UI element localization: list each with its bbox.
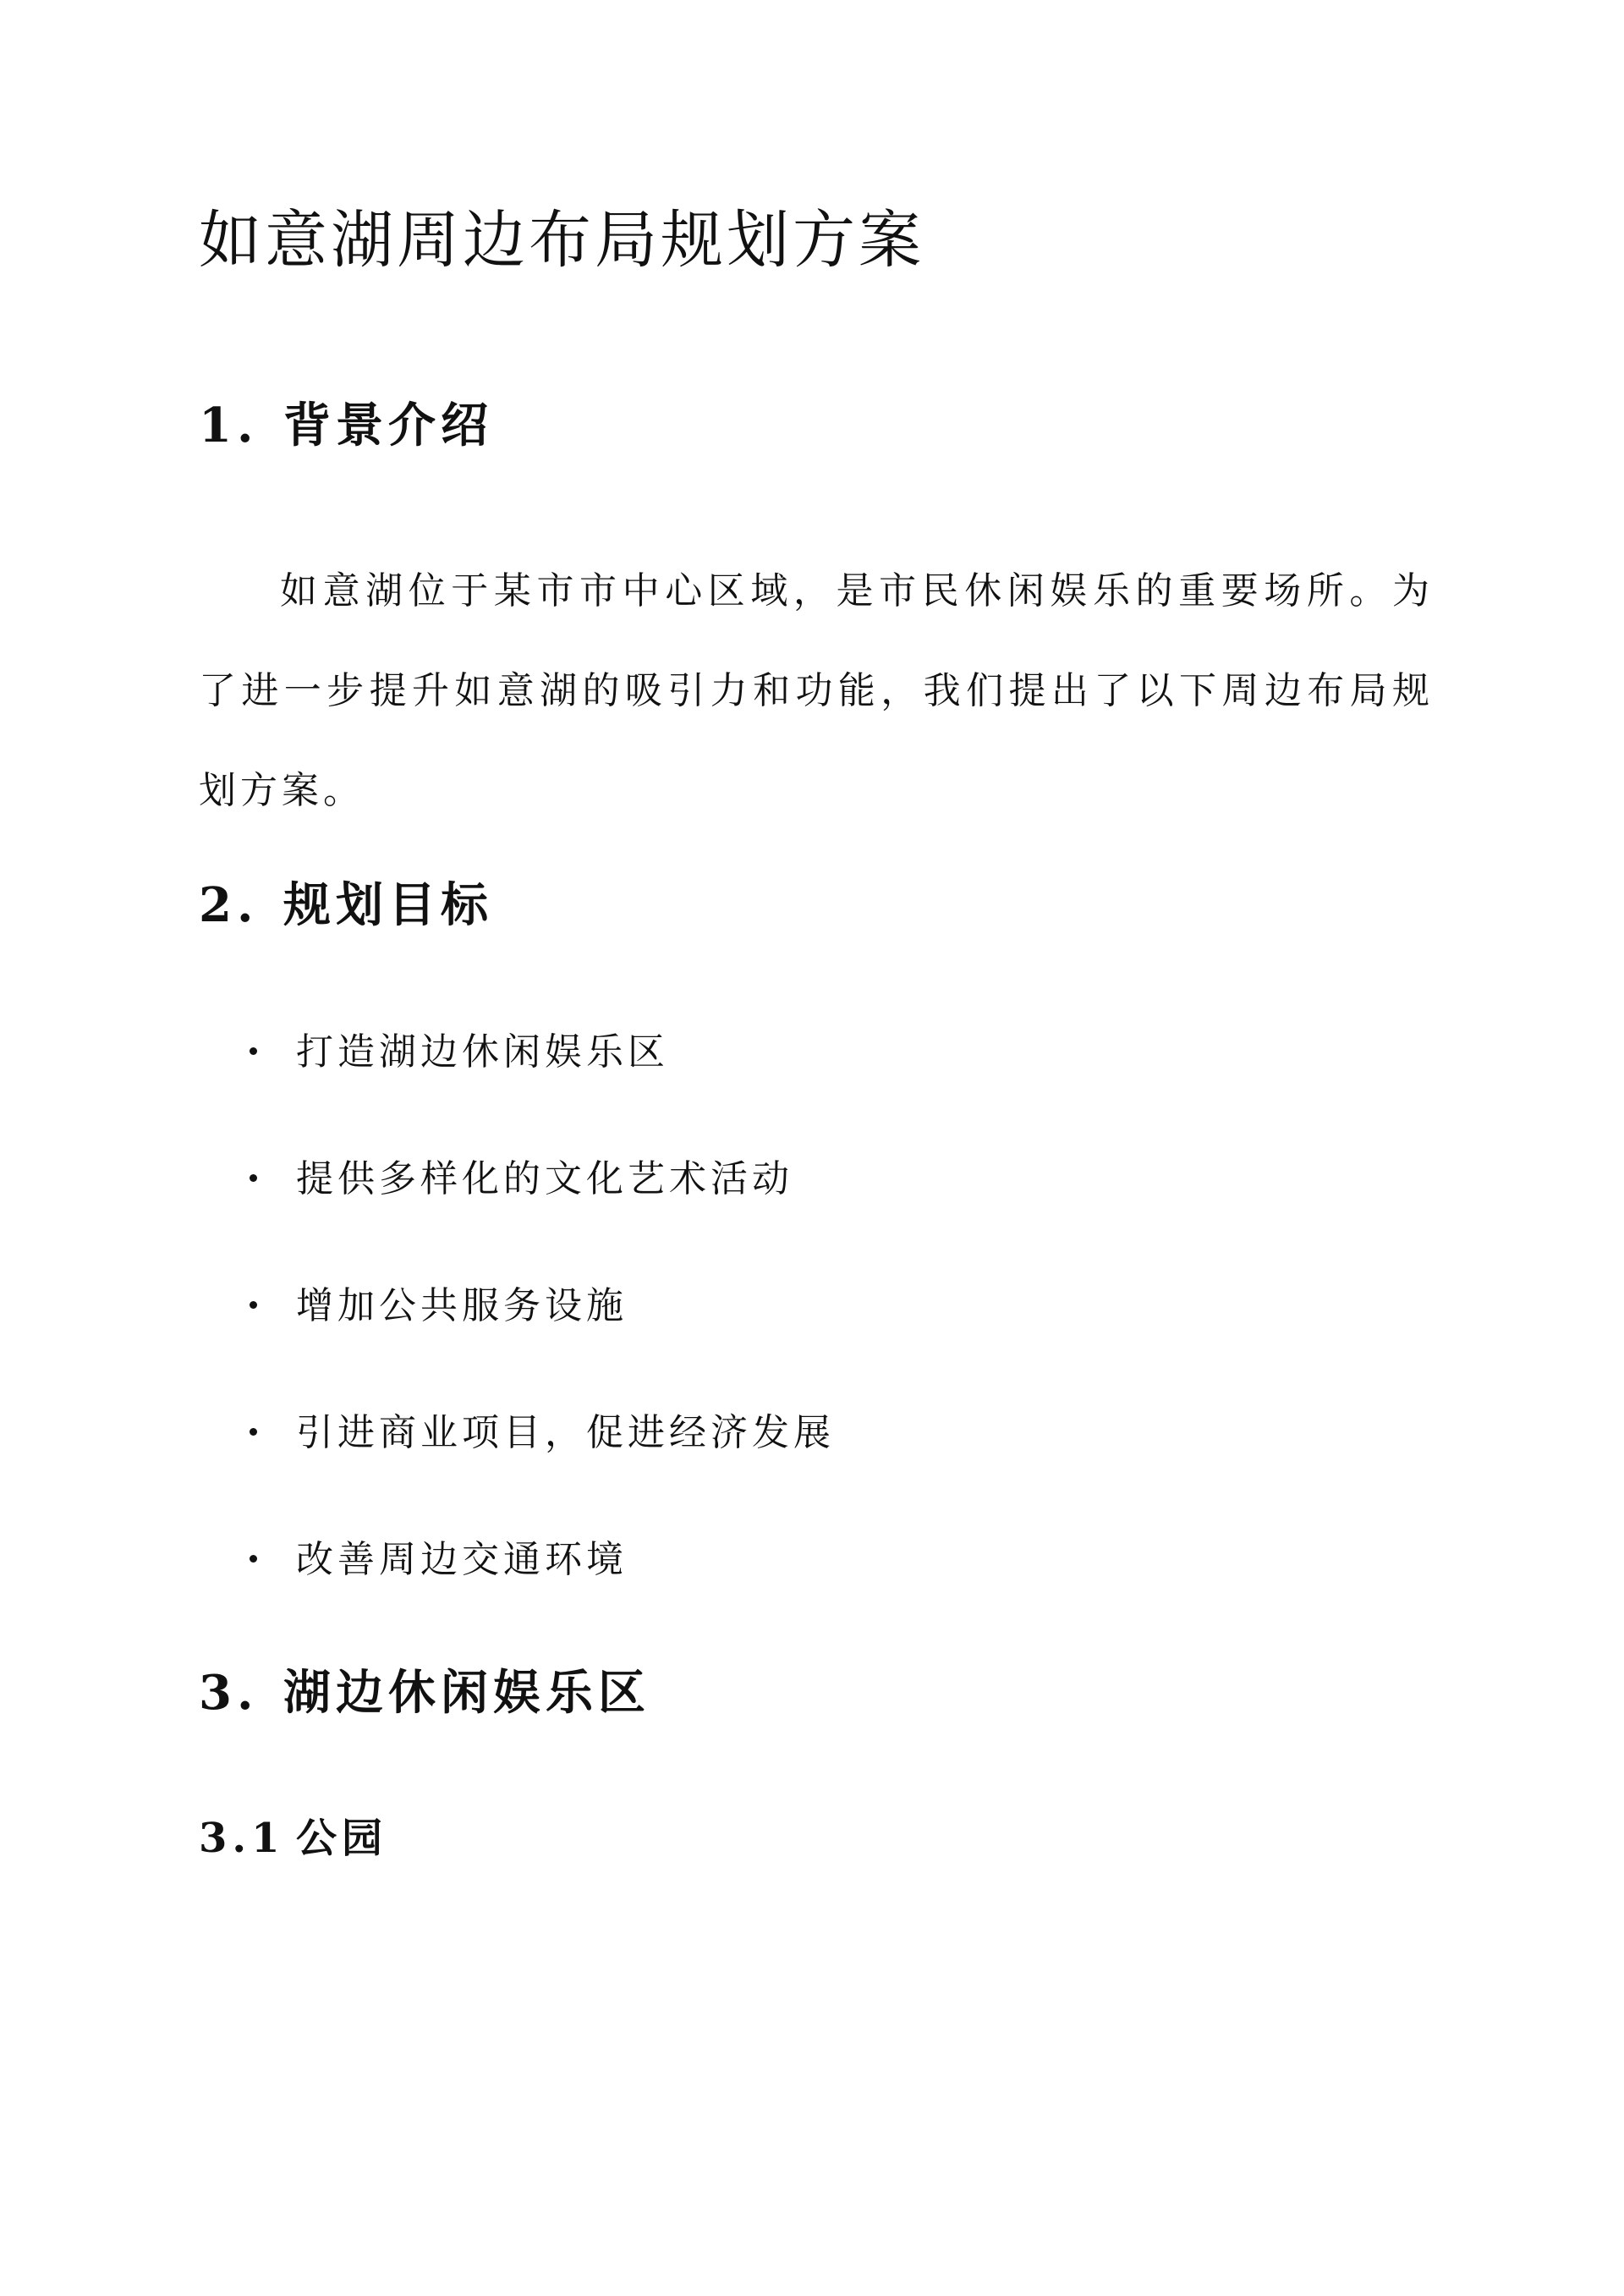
list-item — [250, 1157, 793, 1202]
bullet-icon — [250, 1047, 257, 1055]
bullet-icon — [250, 1301, 257, 1309]
subsection-title: 公园 — [296, 1815, 388, 1862]
section-number: 3. — [199, 1665, 259, 1721]
list-item-text: 引进商业项目，促进经济发展 — [296, 1411, 835, 1454]
section-number: 1. — [199, 398, 259, 453]
section-title: 湖边休闲娱乐区 — [283, 1665, 650, 1721]
section-heading-goals — [199, 877, 493, 934]
list-item — [250, 1284, 628, 1329]
document-title: 如意湖周边布局规划方案 — [199, 204, 924, 277]
section-heading-leisure-area — [199, 1665, 650, 1722]
background-paragraph: 如意湖位于某市市中心区域，是市民休闲娱乐的重要场所。为了进一步提升如意湖的吸引力和功能，我们提出了以下周边布局规划方案。 — [199, 569, 1434, 812]
list-item-text: 改善周边交通环境 — [296, 1538, 628, 1581]
subsection-number: 3.1 — [199, 1815, 285, 1862]
list-item-text: 增加公共服务设施 — [296, 1284, 628, 1327]
section-heading-background — [199, 398, 493, 454]
bullet-icon — [250, 1174, 257, 1182]
list-item-text: 提供多样化的文化艺术活动 — [296, 1157, 793, 1200]
list-item-text: 打造湖边休闲娱乐区 — [296, 1030, 669, 1074]
bullet-icon — [250, 1555, 257, 1563]
subsection-heading-park — [199, 1815, 387, 1864]
list-item — [250, 1030, 669, 1075]
list-item — [250, 1411, 835, 1456]
bullet-icon — [250, 1428, 257, 1436]
section-number: 2. — [199, 877, 259, 933]
list-item — [250, 1538, 628, 1583]
section-title: 规划目标 — [283, 877, 493, 933]
section-title: 背景介绍 — [283, 398, 493, 453]
